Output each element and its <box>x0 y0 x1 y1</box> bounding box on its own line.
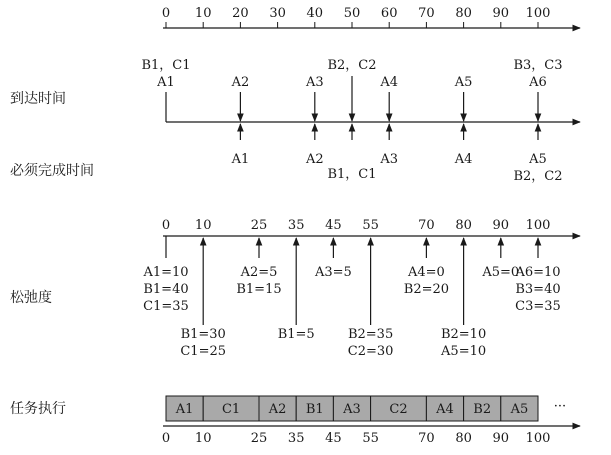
slack-value-label: A6=10 <box>515 265 561 280</box>
slack-axis-tick-label: 45 <box>325 218 342 233</box>
arrival-task-label: A1 <box>157 75 175 90</box>
execution-axis-tick-label: 35 <box>287 431 305 446</box>
arrival-group-label: B1，C1 <box>141 58 191 73</box>
execution-segment-label: A1 <box>175 402 194 417</box>
slack-value-label: A3=5 <box>314 265 352 280</box>
execution-segment-label: C2 <box>389 402 408 417</box>
slack-value-label: B1=40 <box>143 282 189 297</box>
slack-value-label: B2=35 <box>347 327 394 342</box>
execution-axis-tick-label: 80 <box>455 431 472 446</box>
arrival-task-label: A5 <box>454 75 473 90</box>
top-axis-tick-label: 70 <box>418 6 435 21</box>
row-label-deadline: 必须完成时间 <box>10 163 94 179</box>
deadline-label: A4 <box>454 152 473 167</box>
deadline-label: A1 <box>231 152 250 167</box>
slack-axis-tick-label: 55 <box>362 218 379 233</box>
arrival-group-label: B2，C2 <box>327 58 377 73</box>
top-axis-tick-label: 30 <box>269 6 286 21</box>
execution-axis-tick-label: 100 <box>525 431 551 446</box>
execution-axis-tick-label: 25 <box>250 431 268 446</box>
execution-axis-tick-label: 70 <box>418 431 435 446</box>
slack-axis-tick-label: 70 <box>418 218 435 233</box>
slack-value-label: A5=10 <box>441 344 487 359</box>
slack-axis-tick-label: 90 <box>492 218 510 233</box>
execution-axis-tick-label: 45 <box>325 431 342 446</box>
slack-axis-tick-label: 0 <box>161 218 171 233</box>
slack-axis-tick-label: 25 <box>250 218 268 233</box>
top-time-axis <box>162 6 580 28</box>
execution-axis-tick-label: 0 <box>161 431 171 446</box>
execution-segment-label: A4 <box>436 402 454 417</box>
row-label-arrival: 到达时间 <box>10 91 66 107</box>
slack-value-label: C3=35 <box>515 299 561 314</box>
slack-value-label: A4=0 <box>407 265 445 280</box>
execution-segment-label: B2 <box>473 402 492 417</box>
top-axis-tick-label: 90 <box>492 6 510 21</box>
slack-value-label: B1=5 <box>277 327 315 342</box>
slack-value-label: B3=40 <box>515 282 561 297</box>
top-axis-tick-label: 100 <box>525 6 551 21</box>
deadline-label: B1，C1 <box>327 167 377 182</box>
slack-value-label: B2=10 <box>440 327 487 342</box>
top-axis-tick-label: 20 <box>232 6 249 21</box>
slack-time-axis <box>142 218 580 359</box>
arrival-task-label: A4 <box>380 75 399 90</box>
top-axis-tick-label: 60 <box>380 6 398 21</box>
execution-segment-label: C1 <box>221 402 241 417</box>
execution-axis-tick-label: 55 <box>362 431 379 446</box>
execution-bar <box>162 396 580 446</box>
arrival-task-label: A3 <box>305 75 324 90</box>
top-axis-tick-label: 10 <box>194 6 212 21</box>
top-axis-tick-label: 80 <box>455 6 472 21</box>
slack-axis-tick-label: 10 <box>194 218 212 233</box>
deadline-label: A3 <box>380 152 399 167</box>
execution-axis-tick-label: 10 <box>194 431 212 446</box>
slack-value-label: C1=35 <box>143 299 189 314</box>
execution-segment-label: A5 <box>510 402 529 417</box>
top-axis-tick-label: 40 <box>306 6 324 21</box>
slack-value-label: B1=30 <box>180 327 226 342</box>
arrival-deadline-timeline <box>141 58 580 184</box>
execution-segment-label: A2 <box>268 402 287 417</box>
slack-value-label: A1=10 <box>143 265 189 280</box>
slack-value-label: A5=0 <box>482 265 520 280</box>
slack-value-label: B1=15 <box>236 282 282 297</box>
top-axis-tick-label: 0 <box>161 6 171 21</box>
top-axis-tick-label: 50 <box>343 6 361 21</box>
slack-axis-tick-label: 100 <box>525 218 551 233</box>
execution-segment-label: B1 <box>305 402 324 417</box>
row-label-execution: 任务执行 <box>10 401 66 417</box>
arrival-task-label: A6 <box>529 75 547 90</box>
deadline-label: B2，C2 <box>513 169 563 184</box>
deadline-label: A5 <box>529 152 547 167</box>
execution-segment-label: A3 <box>343 402 361 417</box>
slack-value-label: C2=30 <box>347 344 394 359</box>
slack-value-label: C1=25 <box>180 344 227 359</box>
slack-axis-tick-label: 35 <box>287 218 305 233</box>
slack-axis-tick-label: 80 <box>455 218 472 233</box>
execution-ellipsis: ··· <box>553 399 567 414</box>
slack-value-label: A2=5 <box>240 265 278 280</box>
arrival-group-label: B3，C3 <box>513 58 563 73</box>
slack-value-label: B2=20 <box>403 282 450 297</box>
row-label-slack: 松弛度 <box>10 290 52 306</box>
deadline-label: A2 <box>305 152 324 167</box>
arrival-task-label: A2 <box>231 75 250 90</box>
execution-axis-tick-label: 90 <box>492 431 510 446</box>
